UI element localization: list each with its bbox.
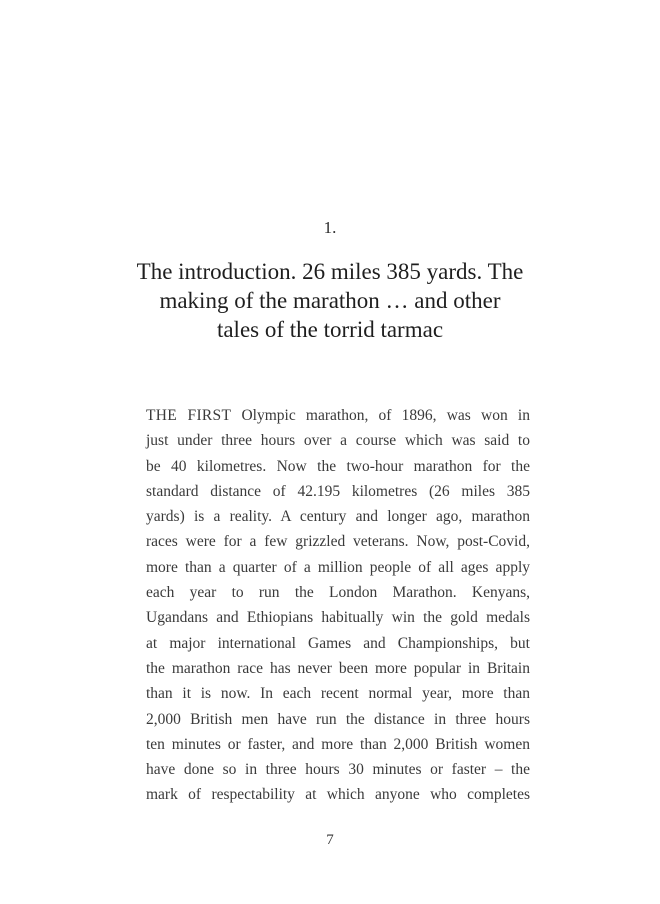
paragraph-line: just under three hours over a course which was said to: [146, 432, 530, 450]
paragraph-line: standard distance of 42.195 kilometres (26 miles 385: [146, 482, 530, 500]
paragraph-line: Ugandans and Ethiopians habitually win the gold medals: [146, 609, 530, 627]
paragraph-line: have done so in three hours 30 minutes or faster – the: [146, 761, 530, 779]
paragraph-line: more than a quarter of a million people of all ages apply: [146, 558, 530, 576]
paragraph-line: races were for a few grizzled veterans. Now, post-Covid,: [146, 533, 530, 551]
paragraph-line: mark of respectability at which anyone who completes: [146, 786, 530, 804]
paragraph-line-text: Olympic marathon, of 1896, was won in: [231, 407, 530, 424]
paragraph-line: each year to run the London Marathon. Kenyans,: [146, 584, 530, 602]
paragraph-line: yards) is a reality. A century and longer ago, marathon: [146, 508, 530, 526]
paragraph-line: ten minutes or faster, and more than 2,000 British women: [146, 735, 530, 753]
chapter-title-line: tales of the torrid tarmac: [216, 317, 444, 342]
chapter-number: 1.: [323, 218, 337, 237]
paragraph-line: be 40 kilometres. Now the two-hour marathon for the: [146, 457, 530, 475]
paragraph-line: 2,000 British men have run the distance in three hours: [146, 710, 530, 728]
paragraph-line: the marathon race has never been more popular in Britain: [146, 659, 530, 677]
chapter-title-line: The introduction. 26 miles 385 yards. The: [136, 259, 524, 284]
lead-in-small-caps: THE FIRST: [146, 407, 232, 424]
paragraph-line: [146, 403, 530, 428]
paragraph-line: at major international Games and Championships, but: [146, 634, 530, 652]
body-paragraph: [146, 403, 530, 808]
paragraph-line: than it is now. In each recent normal year, more than: [146, 685, 530, 703]
chapter-title-line: making of the marathon … and other: [159, 288, 501, 313]
chapter-title: [100, 257, 560, 344]
page-number: 7: [326, 832, 334, 848]
